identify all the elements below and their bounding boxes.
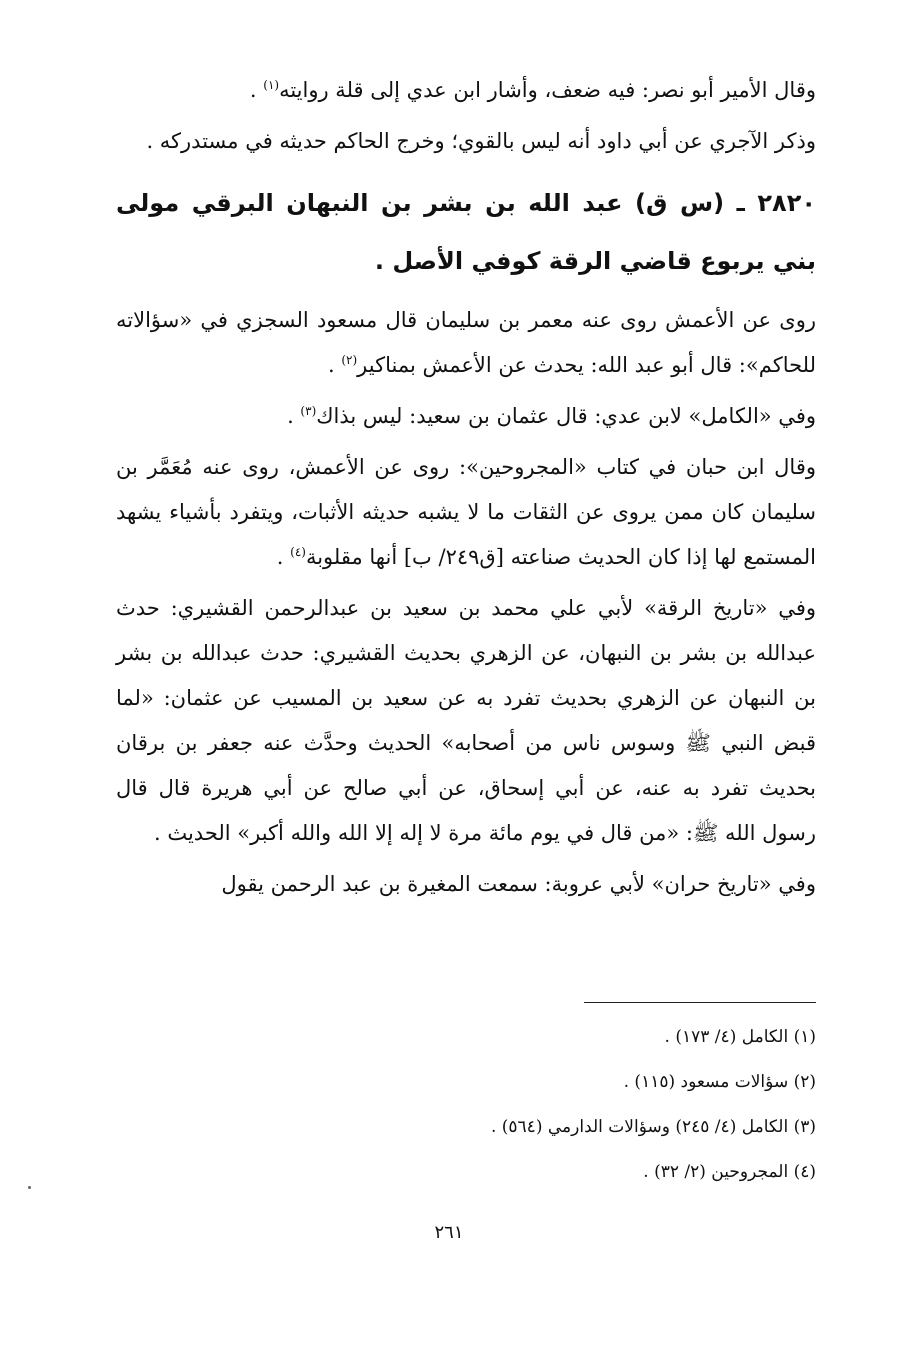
paragraph-ajurri: وذكر الآجري عن أبي داود أنه ليس بالقوي؛ وخرج الحاكم حديثه في مستدركه . <box>146 129 816 153</box>
paragraph-rawa-an-alamash: روى عن الأعمش روى عنه معمر بن سليمان قال مسعود السجزي في «سؤالاته للحاكم»: قال أبو عبد الله: يحدث عن الأعمش بمناكير$^{(٢)}$ . <box>116 308 816 377</box>
footnotes <box>116 1015 816 1195</box>
footnote-ref-3[interactable]: (٣) <box>300 404 317 418</box>
paragraph-amir-abu-nasr: وقال الأمير أبو نصر: فيه ضعف، وأشار ابن عدي إلى قلة روايته$^{(١)}$ . <box>249 78 816 102</box>
footnote-3: (٣) الكامل (٤/ ٢٤٥) وسؤالات الدارمي (٥٦٤) . <box>490 1117 816 1137</box>
body-text <box>116 68 816 907</box>
footnote-4: (٤) المجروحين (٢/ ٣٢) . <box>643 1162 816 1182</box>
footnote-separator <box>584 1002 816 1003</box>
scan-speck <box>28 1186 31 1189</box>
footnote-ref-2[interactable]: (٢) <box>341 353 358 367</box>
footnote-1: (١) الكامل (٤/ ١٧٣) . <box>664 1027 816 1047</box>
paragraph-alkamil: وفي «الكامل» لابن عدي: قال عثمان بن سعيد: ليس بذاك$^{(٣)}$ . <box>287 404 816 428</box>
footnote-2: (٢) سؤالات مسعود (١١٥) . <box>623 1072 816 1092</box>
page-number: ٢٦١ <box>434 1222 464 1243</box>
footnote-ref-1[interactable]: (١) <box>263 78 280 92</box>
entry-heading-2820: ٢٨٢٠ ـ (س ق) عبد الله بن بشر بن النبهان البرقي مولى بني يربوع قاضي الرقة كوفي الأصل . <box>116 189 816 275</box>
paragraph-ibn-hibban: وقال ابن حبان في كتاب «المجروحين»: روى عن الأعمش، روى عنه مُعَمَّر بن سليمان كان ممن يروى عن الثقات ما لا يشبه حديثه الأثبات، ويتفرد بأشياء يشهد المستمع لها إذا كان الحديث صناعته [ق٢٤٩/ ب] أنها مقلوبة$^{(٤)}$ . <box>116 455 816 569</box>
paragraph-tarikh-alraqqa: وفي «تاريخ الرقة» لأبي علي محمد بن سعيد بن عبدالرحمن القشيري: حدث عبدالله بن بشر بن النبهان، عن الزهري بحديث القشيري: حدث عبدالله بن بشر بن النبهان عن الزهري بحديث تفرد به عن سعيد بن المسيب عن عثمان: «لما قبض النبي ﷺ وسوس ناس من أصحابه» الحديث وحدَّث عنه جعفر بن برقان بحديث تفرد به عنه، عن أبي إسحاق، عن أبي صالح عن أبي هريرة قال قال رسول الله ﷺ: «من قال في يوم مائة مرة لا إله إلا الله والله أكبر» الحديث . <box>116 596 816 845</box>
paragraph-tarikh-harran: وفي «تاريخ حران» لأبي عروبة: سمعت المغيرة بن عبد الرحمن يقول <box>221 872 816 896</box>
footnote-ref-4[interactable]: (٤) <box>290 545 306 559</box>
